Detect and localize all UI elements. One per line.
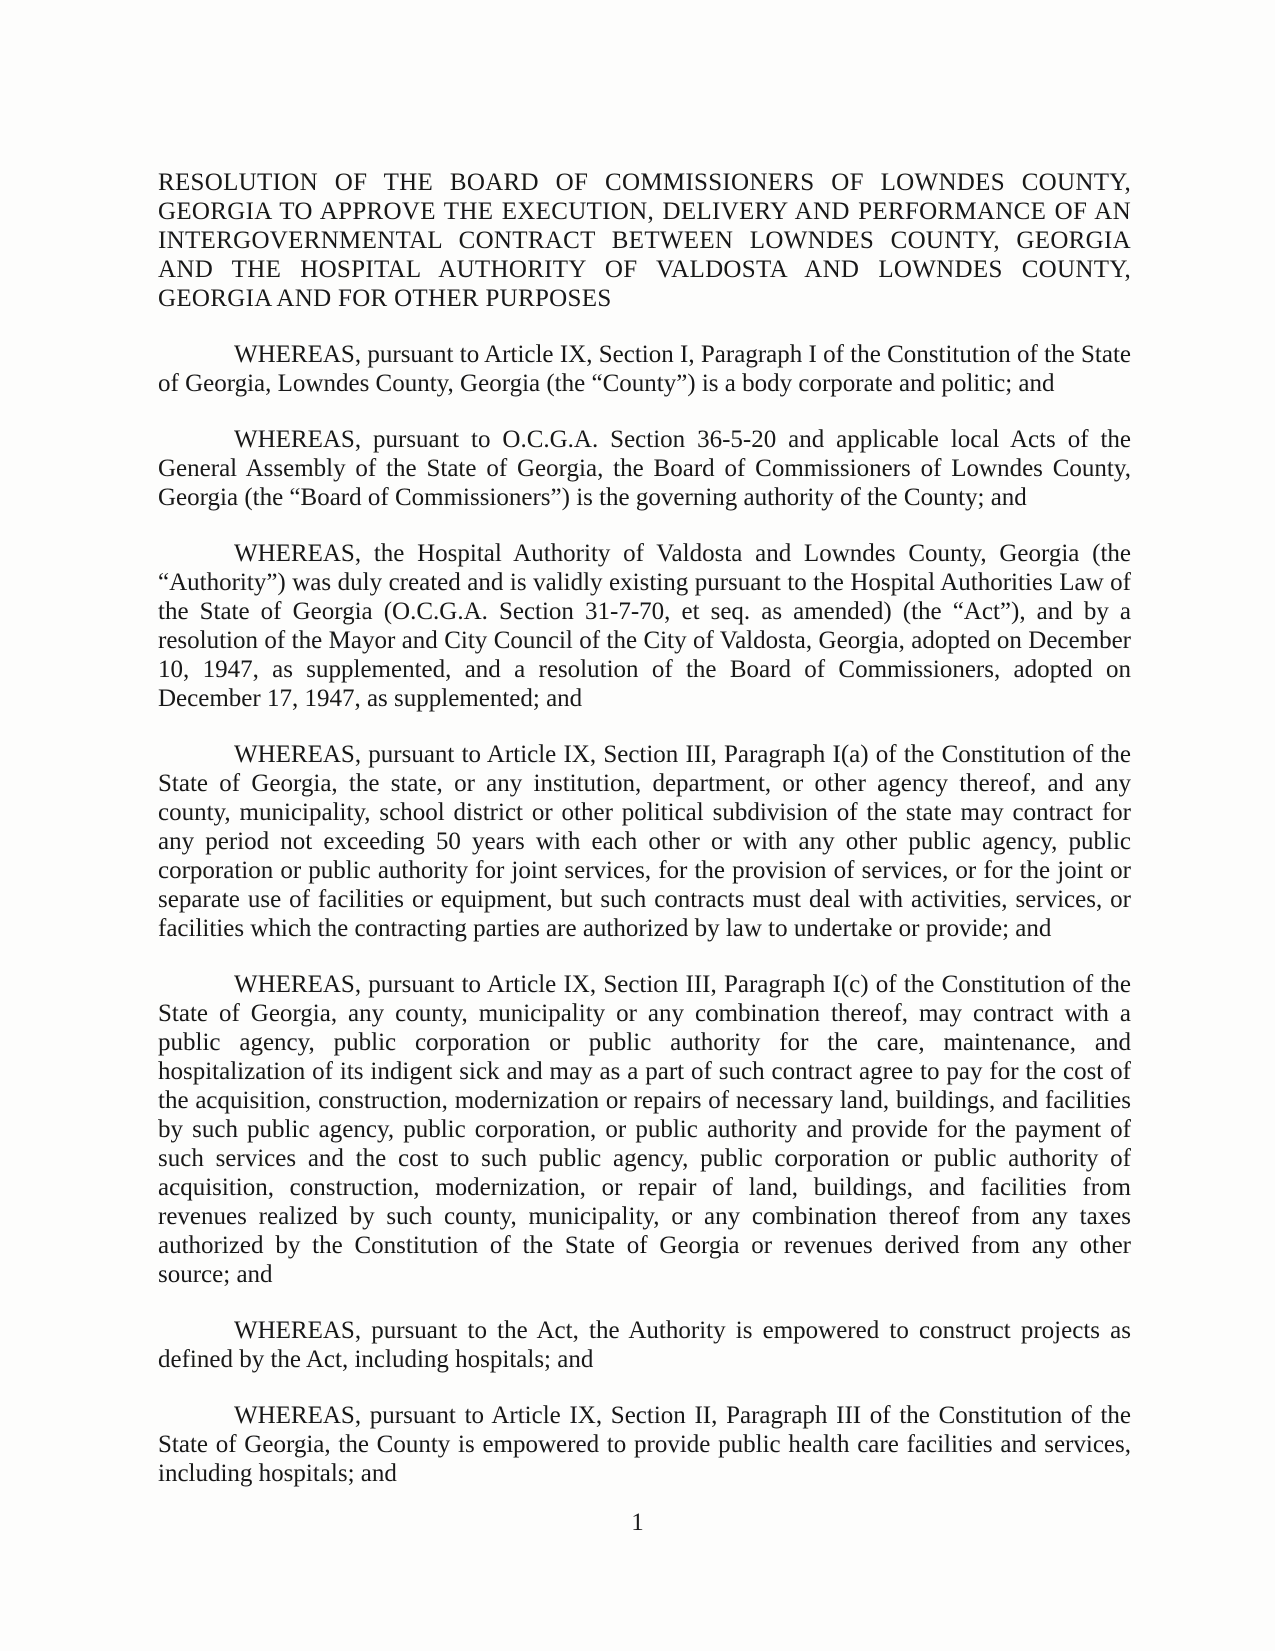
whereas-paragraph-4: WHEREAS, pursuant to Article IX, Section III, Paragraph I(a) of the Constitution of the State of Georgia, the state, or any institution, department, or other agency thereof, and any county, municipality, school district or other political subdivision of the state may contract for any period not exceeding 50 years with each other or with any other public agency, public corporation or public authority for joint services, for the provision of services, or for the joint or separate use of facilities or equipment, but such contracts must deal with activities, services, or facilities which the contracting parties are authorized by law to undertake or provide; and (158, 741, 1131, 942)
document-title: RESOLUTION OF THE BOARD OF COMMISSIONERS OF LOWNDES COUNTY, GEORGIA TO APPROVE THE EXECUTION, DELIVERY AND PERFORMANCE OF AN INTERGOVERNMENTAL CONTRACT BETWEEN LOWNDES COUNTY, GEORGIA AND THE HOSPITAL AUTHORITY OF VALDOSTA AND LOWNDES COUNTY, GEORGIA AND FOR OTHER PURPOSES (158, 169, 1131, 312)
whereas-paragraph-1: WHEREAS, pursuant to Article IX, Section I, Paragraph I of the Constitution of the State of Georgia, Lowndes County, Georgia (the “County”) is a body corporate and politic; and (158, 341, 1131, 397)
whereas-paragraph-5: WHEREAS, pursuant to Article IX, Section III, Paragraph I(c) of the Constitution of the State of Georgia, any county, municipality or any combination thereof, may contract with a public agency, public corporation or public authority for the care, maintenance, and hospitalization of its indigent sick and may as a part of such contract agree to pay for the cost of the acquisition, construction, modernization or repairs of necessary land, buildings, and facilities by such public agency, public corporation, or public authority and provide for the payment of such services and the cost to such public agency, public corporation or public authority of acquisition, construction, modernization, or repair of land, buildings, and facilities from revenues realized by such county, municipality, or any combination thereof from any taxes authorized by the Constitution of the State of Georgia or revenues derived from any other source; and (158, 971, 1131, 1288)
page-number: 1 (631, 1509, 644, 1536)
whereas-paragraph-3: WHEREAS, the Hospital Authority of Valdosta and Lowndes County, Georgia (the “Authority”) was duly created and is validly existing pursuant to the Hospital Authorities Law of the State of Georgia (O.C.G.A. Section 31-7-70, et seq. as amended) (the “Act”), and by a resolution of the Mayor and City Council of the City of Valdosta, Georgia, adopted on December 10, 1947, as supplemented, and a resolution of the Board of Commissioners, adopted on December 17, 1947, as supplemented; and (158, 540, 1131, 712)
whereas-paragraph-6: WHEREAS, pursuant to the Act, the Authority is empowered to construct projects as defined by the Act, including hospitals; and (158, 1317, 1131, 1373)
whereas-paragraph-7: WHEREAS, pursuant to Article IX, Section II, Paragraph III of the Constitution of the State of Georgia, the County is empowered to provide public health care facilities and services, including hospitals; and (158, 1402, 1131, 1487)
whereas-paragraph-2: WHEREAS, pursuant to O.C.G.A. Section 36-5-20 and applicable local Acts of the General Assembly of the State of Georgia, the Board of Commissioners of Lowndes County, Georgia (the “Board of Commissioners”) is the governing authority of the County; and (158, 426, 1131, 511)
